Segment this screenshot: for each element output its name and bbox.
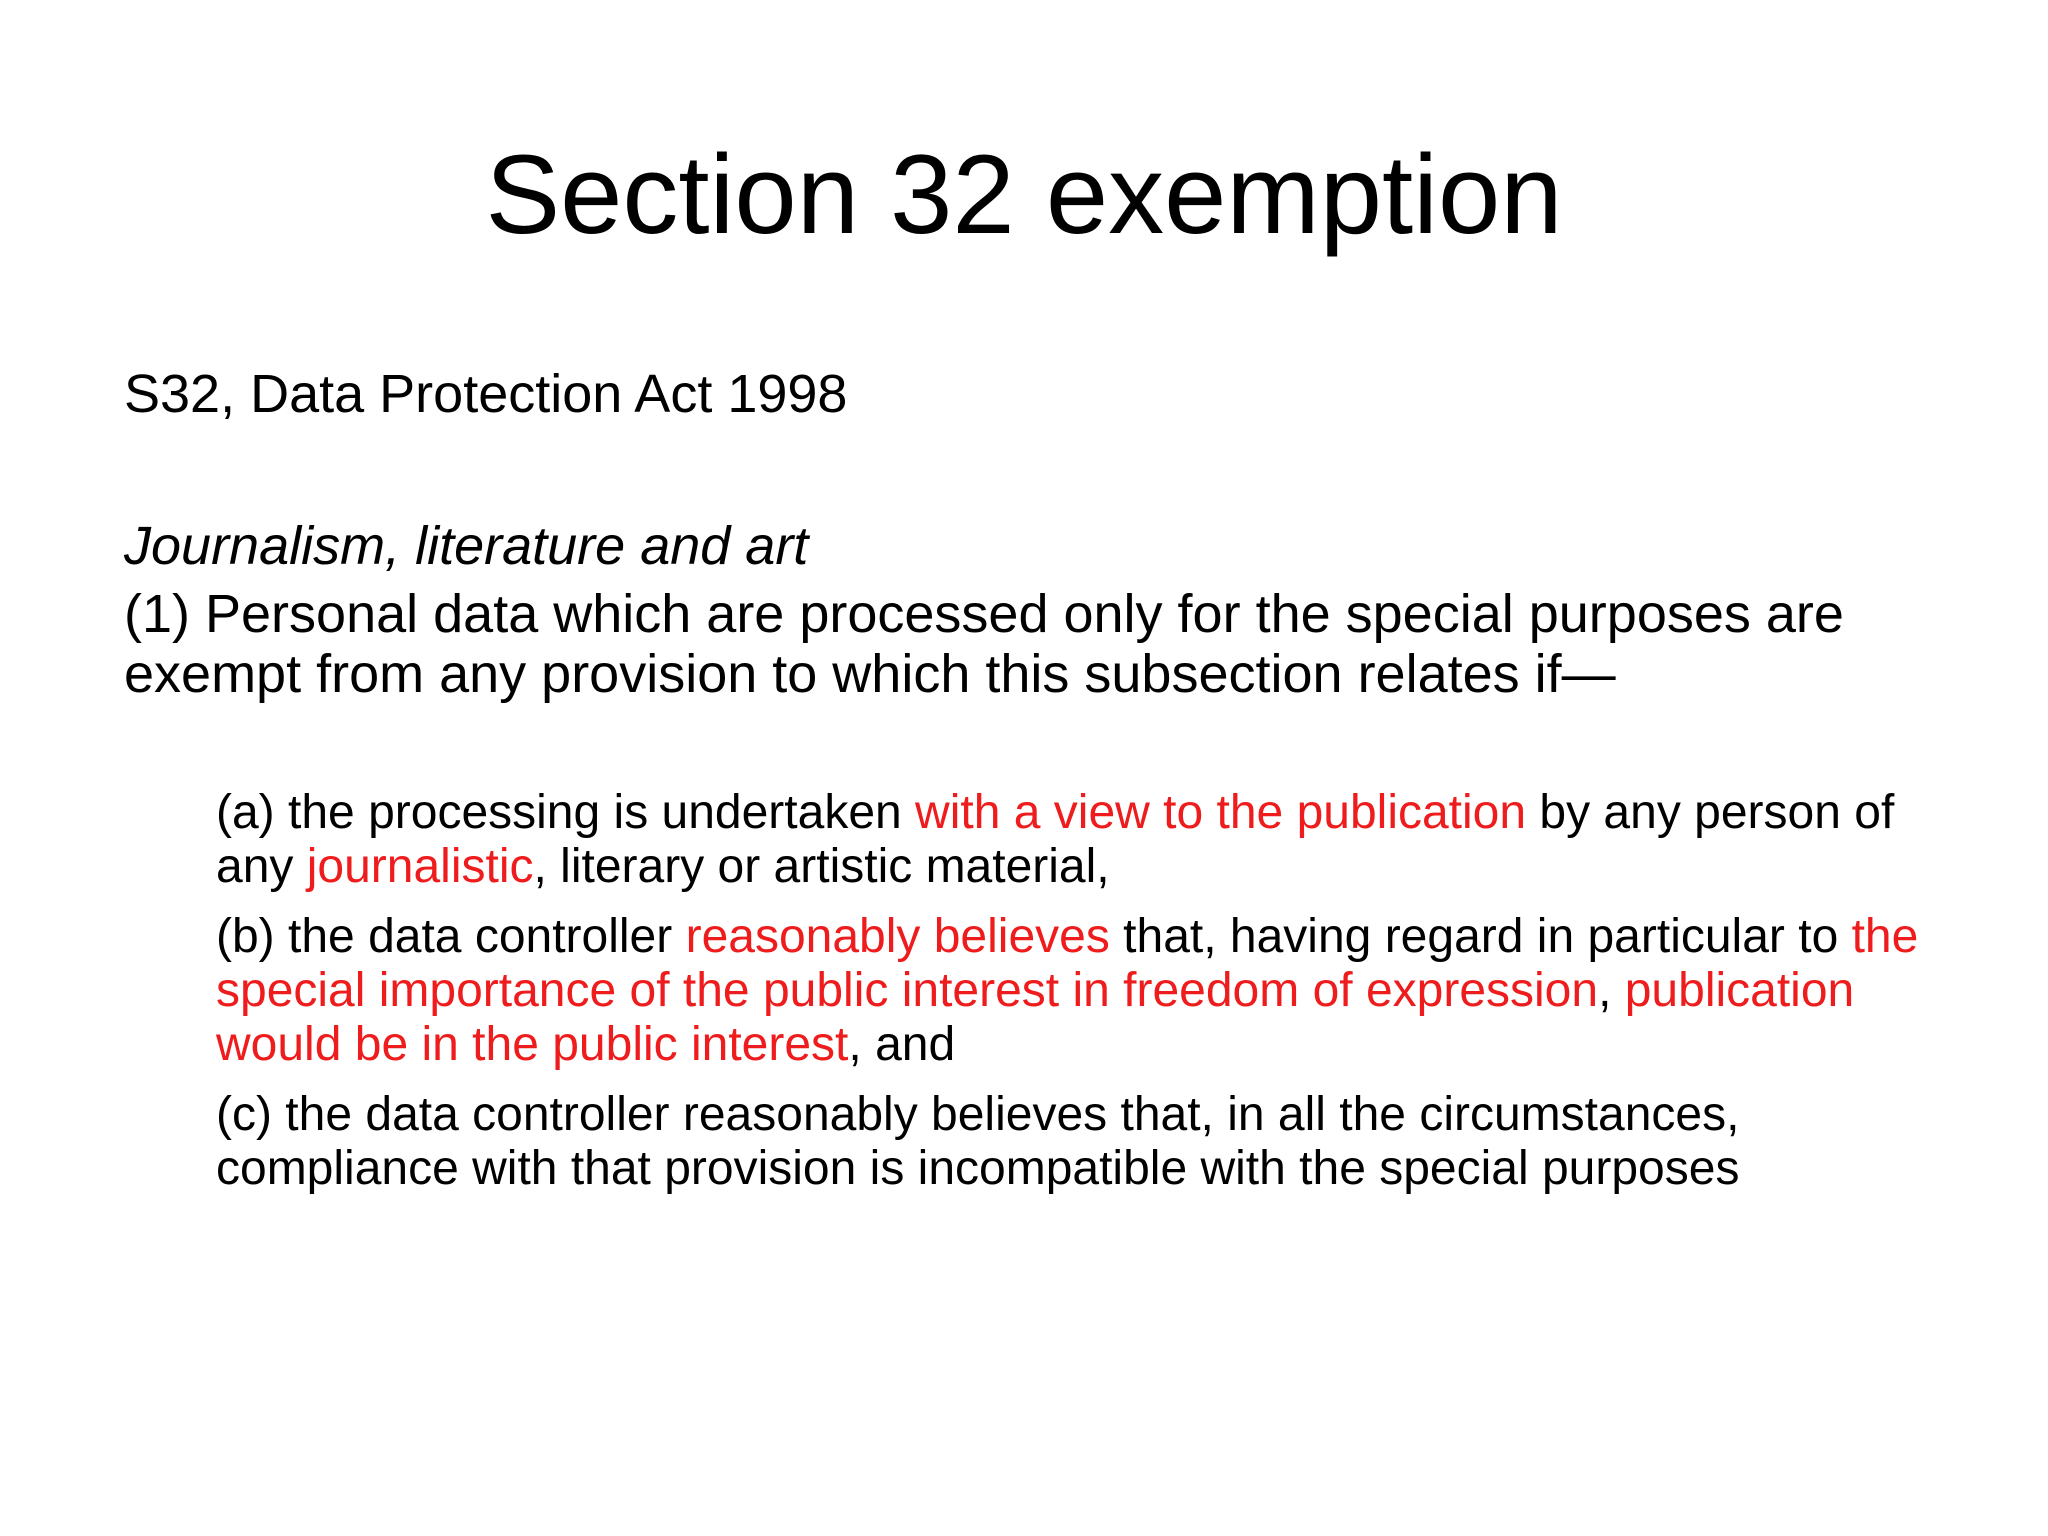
clause-c bbox=[216, 1088, 1936, 1196]
clause-a bbox=[216, 786, 1936, 894]
clause-c-text: (c) the data controller reasonably believes that, in all the circumstances, compliance with that provision is incompatible with the special purposes bbox=[216, 1088, 1740, 1195]
clause-b-text: (b) the data controller bbox=[216, 910, 686, 963]
subsection-paragraph: (1) Personal data which are processed only for the special purposes are exempt from any provision to which this subsection relates if— bbox=[124, 584, 1844, 704]
clause-a-text: , literary or artistic material, bbox=[533, 840, 1110, 893]
clause-list bbox=[216, 786, 1936, 1196]
clause-b-text: , and bbox=[848, 1018, 956, 1071]
clause-a-highlight-journalistic: journalistic bbox=[306, 840, 534, 893]
section-heading: Journalism, literature and art bbox=[124, 516, 809, 576]
clause-b-highlight-publication-public-interest: publication would be in the public interest bbox=[216, 964, 1855, 1071]
clause-a-text: by any person of any bbox=[216, 786, 1895, 893]
clause-b bbox=[216, 910, 1936, 1072]
source-citation: S32, Data Protection Act 1998 bbox=[124, 364, 848, 424]
clause-b-text: that, having regard in particular to bbox=[1109, 910, 1852, 963]
clause-b-text: , bbox=[1598, 964, 1625, 1017]
slide-body bbox=[124, 362, 1944, 1212]
slide-title: Section 32 exemption bbox=[485, 132, 1563, 257]
clause-b-highlight-public-interest-freedom: the special importance of the public interest in freedom of expression bbox=[216, 910, 1919, 1017]
clause-b-highlight-reasonably-believes: reasonably believes bbox=[685, 910, 1110, 963]
clause-a-text: (a) the processing is undertaken bbox=[216, 786, 916, 839]
clause-a-highlight-publication: with a view to the publication bbox=[915, 786, 1527, 839]
